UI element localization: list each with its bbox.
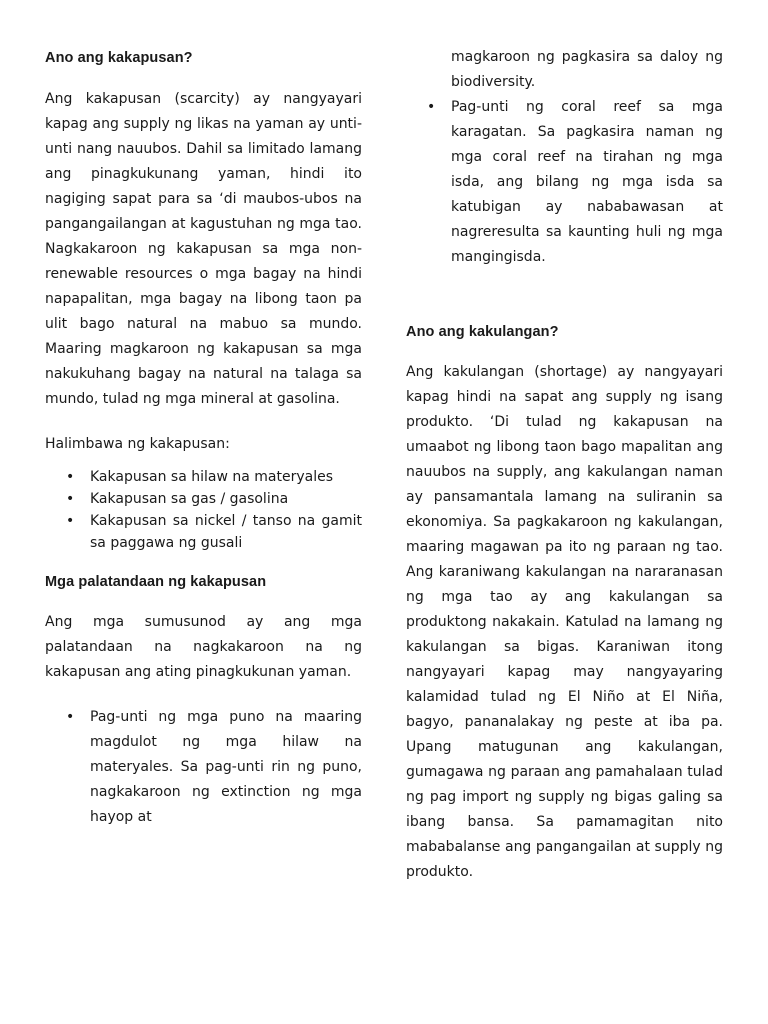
left-column xyxy=(45,0,362,830)
signs-list xyxy=(45,705,362,830)
list-continuation: magkaroon ng pagkasira sa daloy ng biodiversity. xyxy=(451,49,723,90)
paragraph-kakapusan: Ang kakapusan (scarcity) ay nangyayari kapag ang supply ng likas na yaman ay unti-unti nang nauubos. Dahil sa limitado lamang ang pinagkukunang yaman, hindi ito nagiging sapat para sa ‘di maubos-ubos na pangangailangan at kagustuhan ng mga tao. Nagkakaroon ng kakapusan sa mga non-renewable resources o mga bagay na hindi napapalitan, mga bagay na libong taon pa ulit bago natural na mabuo sa mundo. Maaring magkaroon ng kakapusan sa mga nakukuhang bagay na natural na talaga sa mundo, tulad ng mga mineral at gasolina. xyxy=(45,91,362,407)
signs-list-continued xyxy=(406,95,723,270)
heading-kakapusan: Ano ang kakapusan? xyxy=(45,50,193,66)
examples-label: Halimbawa ng kakapusan: xyxy=(45,436,230,452)
paragraph-palatandaan: Ang mga sumusunod ay ang mga palatandaan na nagkakaroon na ng kakapusan ang ating pinagkukunan yaman. xyxy=(45,614,362,680)
list-item: • Pag-unti ng mga puno na maaring magdulot ng mga hilaw na materyales. Sa pag-unti rin ng puno, nagkakaroon ng extinction ng mga hayop at xyxy=(90,705,362,830)
list-item: • Kakapusan sa hilaw na materyales xyxy=(90,466,362,488)
heading-kakulangan: Ano ang kakulangan? xyxy=(406,324,559,340)
paragraph-kakulangan: Ang kakulangan (shortage) ay nangyayari kapag hindi na sapat ang supply ng isang produkto. ‘Di tulad ng kakapusan na umaabot ng libong taon bago mapalitan ang nauubos na supply, ang kakulangan naman ay pansamantala lamang na suliranin sa ekonomiya. Sa pagkakaroon ng kakulangan, maaring magawan pa ito ng paraan ng tao. Ang karaniwang kakulangan na nararanasan ng mga tao ay ang kakulangan sa produktong nakakain. Katulad na lamang ng kakulangan sa bigas. Karaniwan itong nangyayari kapag may nangyayaring kalamidad tulad ng El Niño at El Niña, bagyo, pananalakay ng peste at iba pa. Upang matugunan ang kakulangan, gumagawa ng paraan ang pamahalaan tulad ng pag import ng supply ng bigas galing sa ibang bansa. Sa pamamagitan nito mababalanse ang pangangailan at supply ng produkto. xyxy=(406,364,723,880)
examples-list xyxy=(45,466,362,554)
list-item: • Pag-unti ng coral reef sa mga karagatan. Sa pagkasira naman ng mga coral reef na tirahan ng mga isda, ang bilang ng mga isda sa katubigan ay nababawasan at nagreresulta sa kaunting huli ng mga mangingisda. xyxy=(451,95,723,270)
list-item: • Kakapusan sa gas / gasolina xyxy=(90,488,362,510)
heading-palatandaan: Mga palatandaan ng kakapusan xyxy=(45,574,267,590)
right-column xyxy=(406,0,723,885)
list-item: • Kakapusan sa nickel / tanso na gamit sa paggawa ng gusali xyxy=(90,510,362,554)
